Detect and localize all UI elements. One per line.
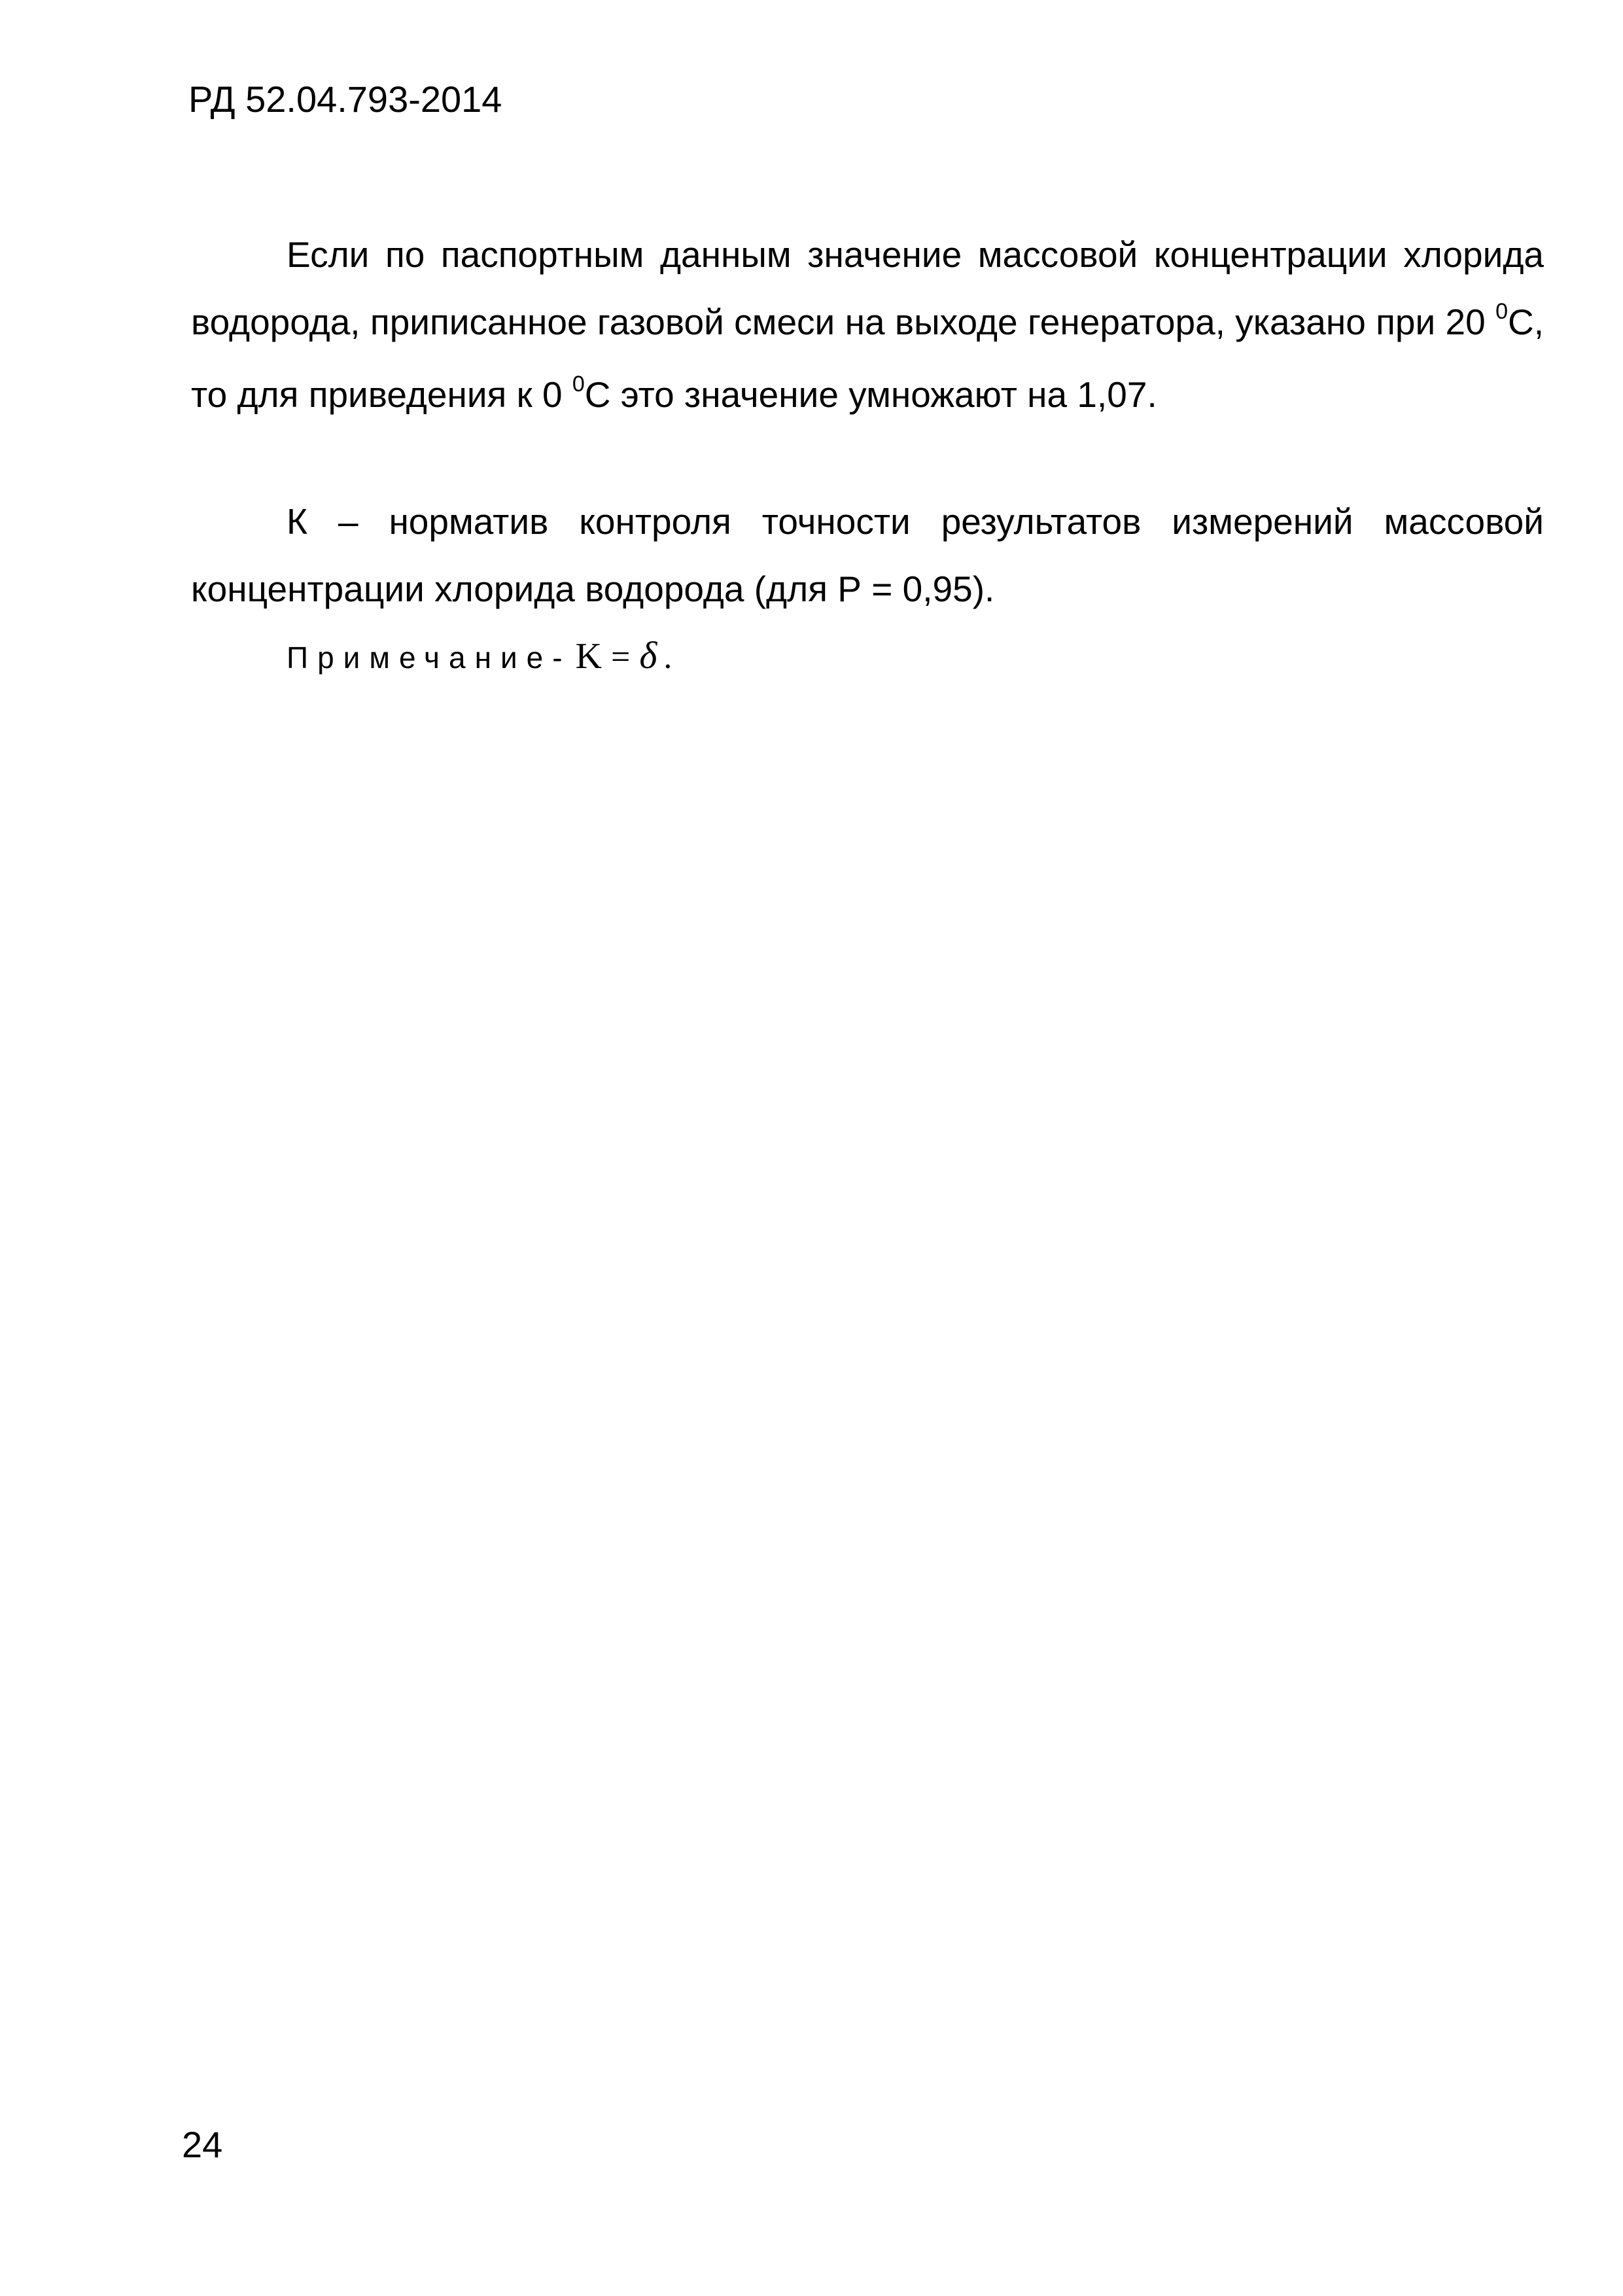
page-number: 24 <box>182 2124 223 2165</box>
document-code-header: РД 52.04.793-2014 <box>188 79 502 120</box>
paragraph-text-part-2: С, то для приведения к 0 <box>191 302 1544 415</box>
paragraph-accuracy-standard: К – норматив контроля точности результатов измерений массовой концентрации хлорида водорода (для Р = 0,95). <box>191 501 1544 609</box>
paragraph-temperature-conversion <box>191 221 1544 434</box>
paragraph-text-part-3: С это значение умножают на 1,07. <box>584 374 1157 415</box>
note-end-period: . <box>663 639 672 676</box>
note-symbol-delta: δ <box>639 634 657 677</box>
degree-superscript-2: 0 <box>572 372 585 397</box>
note-symbol-k: K <box>575 636 602 677</box>
paragraph-text-part-1: Если по паспортным данным значение массовой концентрации хлорида водорода, приписанное газовой смеси на выходе генератора, указано при 20 <box>191 234 1544 342</box>
note-label: Примечание- <box>287 641 572 675</box>
degree-superscript-1: 0 <box>1495 299 1508 324</box>
note-line <box>287 624 672 689</box>
note-equals-sign: = <box>611 639 631 676</box>
